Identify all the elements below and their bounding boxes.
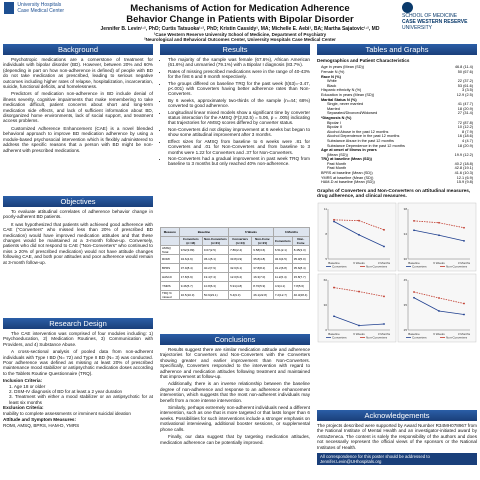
results-table [160, 227, 310, 300]
table-cell: 33.8(4.9) [229, 255, 252, 264]
demographics-label: Race N (%) [321, 74, 341, 79]
demographics-table [317, 65, 477, 184]
demographics-label: Black [327, 83, 337, 88]
data-point [463, 240, 465, 242]
cwru-logo-line1: SCHOOL OF MEDICINE [402, 13, 458, 19]
correspondence [317, 453, 477, 465]
x-tick-label: 3 Months [457, 331, 471, 336]
demographics-value: 46.8 (11.4) [454, 65, 473, 70]
design-text [3, 331, 153, 428]
data-point [438, 234, 440, 236]
x-tick-label: 3 Months [377, 331, 391, 336]
demographics-value: 3 (3.5) [462, 88, 473, 93]
table-cell: 32.6(6.1) [229, 264, 252, 273]
table-cell: 50.9(23.1) [202, 291, 228, 300]
demographics-label: Single, never married [327, 102, 364, 107]
conclusions-section [160, 334, 310, 447]
table-cell: 7.86(2.4) [229, 246, 252, 255]
table-cell: TRQ % missed [161, 291, 180, 300]
demographics-label: HAM-D at baseline (Mean (SD)) [321, 180, 375, 185]
inclusion-item: 1. Age 18 or older [9, 383, 46, 389]
y-tick-label: 30 [323, 302, 327, 307]
y-tick-label: 38 [403, 206, 407, 211]
demographics-value: 50 (67.6) [457, 70, 473, 74]
table-cell: 5.91(4.8) [229, 282, 252, 291]
tables-graphs-section [317, 44, 477, 344]
table-cell: 34.6(4.6) [179, 255, 202, 264]
table-cell: 8.45(3.3) [292, 246, 309, 255]
demographics-label: Education in years (Mean (SD)) [321, 92, 375, 97]
y-tick-label: 30 [403, 256, 407, 261]
ack-text: The projects described were supported by Award Number R34MH078967 from the National Institute of Mental Health and an investigator-initiated award by AstraZeneca. The content is solely the responsibility of the authors and does not necessarily represent the official views of the sponsors or the National Institutes of Health. [317, 423, 477, 450]
legend-label: Converters [332, 335, 347, 340]
table-cell: 9.58(3.6) [252, 246, 274, 255]
design-p1: The CAE intervention was comprised of four modules including: 1) Psychoeducation, 2) Medication Routines, 3) Communication with Providers, and 4) Substance Abuse. [3, 331, 153, 347]
exclusion-heading: Exclusion Criteria: [3, 405, 44, 411]
conclusions-p3: Similarly, perhaps extremely non-adherent individuals need a different intervention, such as one that is more targeted or that lasts longer than 6 weeks. Possibilities for such interventions include a stronger emphasis on motivational interviewing, additional booster sessions, or supplemental phone calls. [160, 405, 310, 432]
data-point [358, 290, 360, 292]
demographics-value: 12.1 (6.9) [456, 175, 473, 180]
data-point [333, 286, 335, 288]
demographics-label: Substance Abuse in the past 12 months [327, 138, 394, 143]
result-bullet: • Non-Converters did not display improvement at 6 weeks but began to show some attitudinal improvement after 3 months. [168, 127, 310, 138]
demographics-label: Alcohol Abuse in the past 12 months [327, 129, 389, 134]
table-cell: 9.67(2.5) [202, 246, 228, 255]
demographics-label: Substance Dependence in the past 12 months [327, 143, 405, 148]
results-list [160, 57, 310, 167]
table-header: Baseline [179, 228, 228, 237]
data-point [438, 222, 440, 224]
table-cell: 4.9(4.1) [273, 282, 292, 291]
line-chart-3 [318, 274, 396, 342]
legend-label: Non-Converters [446, 264, 468, 269]
results-section [160, 44, 310, 168]
conclusions-heading: Conclusions [160, 334, 310, 345]
correspondence-text: All correspondence for this poster should be addressed to [320, 454, 430, 460]
table-cell: HAM-D [161, 273, 180, 282]
table-cell: 9.46(5.7) [179, 282, 202, 291]
table-cell: 10.8(6.3) [202, 282, 228, 291]
data-point [333, 219, 335, 221]
demographics-label: TRQ at baseline (Mean (SD)) [321, 157, 372, 162]
table-row [161, 255, 310, 264]
table-cell: 7.2(12.7) [273, 291, 292, 300]
result-bullet: • Effect sizes for AMSQ from baseline to 6 weeks were .81 for Converters and .01 for Non-Converters and from baseline to 3 months were 1.22 for Converters and .37 for Non-Converters. [168, 139, 310, 155]
table-subheader: Converters (n=44) [229, 237, 252, 246]
demographics-label: Female N (%) [321, 70, 345, 74]
demographics-label: White [327, 79, 337, 84]
result-bullet: • Non-Converters had a gradual improvement in past week TRQ from baseline to 3 months but only reached 40% non-adherence. [168, 156, 310, 167]
demographics-value: 15.9 (9.8) [456, 180, 473, 185]
cwru-logo-line2: CASE WESTERN RESERVE [402, 19, 468, 25]
data-point [413, 229, 415, 231]
line-chart-4 [398, 274, 476, 342]
x-tick-label: 6 Weeks [433, 331, 445, 336]
background-p2: Predictors of medication non-adherence in BD include denial of illness severity, cognitive impairments that make remembering to take medication difficult, patient concerns about short and long-term medication side effects, and lack of sufficient information about BD, disorganized home environments, lack of social support, and treatment access problems. [3, 91, 153, 124]
demographics-value: 41 (47.7) [457, 102, 473, 107]
table-cell: 36.1(5.1) [202, 255, 228, 264]
demographics-label: Alcohol Dependence in the past 12 months [327, 134, 400, 139]
table-cell: ROMI [161, 255, 180, 264]
demographics-value: 40.2 (18.8) [454, 161, 473, 166]
y-tick-label: 25 [403, 327, 407, 332]
table-row [161, 246, 310, 255]
table-cell: 37.8(8.2) [252, 264, 274, 273]
table-body [161, 246, 310, 300]
demographics-label: *Diagnosis N (%) [321, 115, 352, 120]
x-tick-label: Baseline [328, 331, 340, 336]
table-header-row [161, 228, 310, 237]
table-row [161, 273, 310, 282]
background-section [3, 44, 153, 155]
table-cell: 5.4(9.3) [229, 291, 252, 300]
conclusions-p1: Results suggest there are similar medication attitude and adherence trajectories for Converters and Non-Converters with the Converters showing greater and earlier improvement than Non-Converters. Specifically, Converters responded to the intervention with regard to adherence and medication attitudes following treatment and maintained that improvement at follow-up. [160, 347, 310, 380]
background-p3: Customized Adherence Enhancement (CAE) is a novel blended behavioral approach to improve BD medication adherence by using a module-based psychosocial intervention which is flexibly administered to address the specific reasons that a person with BD might be non-adherent with prescribed medications. [3, 125, 153, 153]
inclusion-heading: Inclusion Criteria: [3, 378, 43, 384]
table-cell: 40.3(28.4) [292, 291, 309, 300]
demographics-label: Married [327, 106, 340, 111]
demographics-label: Age at onset of illness in years [321, 148, 377, 153]
uh-logo-line1: University Hospitals [17, 2, 62, 8]
demographics-label: Age in years (Mean (SD)) [321, 65, 365, 70]
inclusion-item: 2. DSM-IV diagnosis of BD for at least a 2 year duration [9, 389, 123, 395]
table-subheader: Non-Converters (n=21) [204, 237, 227, 245]
demographics-value: 42.8 (19.1) [454, 166, 473, 171]
demographics-value: 27 (31.4) [457, 111, 473, 116]
correspondence-email[interactable]: Jennifer.Levin@UHhospitals.org [320, 459, 382, 465]
table-cell: 35.0(5.0) [292, 255, 309, 264]
x-tick-label: Baseline [408, 331, 420, 336]
demographics-value: 18 (20.9) [457, 143, 473, 148]
affiliations [60, 32, 420, 42]
demographics-label: (Mean (SD)) [327, 152, 348, 157]
table-cell: 17.8(6.9) [179, 273, 202, 282]
table-cell: BPRS [161, 264, 180, 273]
background-p1: Psychotropic medications are a cornerstone of treatment for individuals with bipolar disorder (BD). However, between 20% and 60% (depending in part on how non-adherence is defined) of people with BD do not take medication as prescribed, leading to serious negative outcomes including higher rates of relapse, hospitalization, incarceration, suicide, functional deficits, and homelessness. [3, 57, 153, 90]
data-point [383, 245, 385, 247]
title-line1: Mechanisms of Action for Medication Adherence [130, 3, 350, 14]
demographics-label: Past Month [327, 166, 347, 171]
objectives-text [3, 209, 153, 265]
results-heading: Results [160, 44, 310, 55]
tables-graphs-heading: Tables and Graphs [317, 44, 477, 55]
inclusion-item: 3. Treatment with either a mood stabilizer or an antipsychotic for at least six months [9, 394, 153, 405]
legend-label: Non-Converters [446, 335, 468, 340]
demographics-value: 41.6 (10.3) [454, 171, 473, 176]
exclusion-text: Inability to complete assessments or imminent suicidal ideation [3, 410, 131, 416]
demographics-label: BPRS at baseline (Mean (SD)) [321, 171, 373, 176]
demographics-value: 4 (4.7) [462, 138, 473, 143]
y-tick-label: 60 [323, 277, 327, 282]
graphs-svg [317, 202, 477, 344]
table-subheader: Converters (n=44) [179, 237, 202, 246]
table-header: Measure [161, 228, 180, 237]
table-cell: 46.1(22.8) [252, 291, 274, 300]
graph-caption: Graphs of Converters and Non-Converters on attitudinal measures, drug adherence, and clinical measures. [317, 188, 471, 200]
data-point [383, 295, 385, 297]
conclusions-text [160, 347, 310, 445]
cwru-logo-line3: UNIVERSITY [402, 25, 433, 31]
demographics-label: Marital Status N (%) [321, 97, 357, 102]
table-cell: 35.6(8.4) [292, 264, 309, 273]
table-subheader [161, 237, 180, 246]
results-table-wrap [160, 227, 310, 300]
objectives-p2: It was hypothesized that patients with achieved good adherence with CAE ("Converters" who missed less than 20% of prescribed BD medication) would have improved medication attitudes and that these changes would be maintained at a 3-month follow-up. Conversely, patients who did not respond to CAE ("Non-Converters" who continued to miss ≥ 20% of prescribed medication) would not have attitude changes following CAE, and both poor attitudes and poor adherence would remain at 3-month follow-up. [3, 221, 153, 265]
result-bullet: • By 6 weeks, approximately two-thirds of the sample (n=44; 68%) converted to good adherence. [168, 98, 310, 109]
data-point [463, 302, 465, 304]
table-row [161, 291, 310, 300]
table-header: 6 Weeks [229, 228, 274, 237]
design-section [3, 318, 153, 428]
design-heading: Research Design [3, 318, 153, 329]
authors: Jennifer B. Levin¹·², PhD; Curtis Tatsuoka¹·², PhD; Kristin Cassidy¹, MA; Michelle E. Aebi¹, BA; Martha Sajatovic¹·², MD [100, 26, 380, 32]
data-point [383, 323, 385, 325]
measures-heading: Attitude and Symptom Measures: [3, 417, 76, 423]
table-cell: 7.8(5.6) [292, 282, 309, 291]
table-row [161, 264, 310, 273]
table-cell: 11.2(6.4) [273, 273, 292, 282]
title-line2: Behavior Change in Patients with Bipolar Disorder [126, 14, 354, 25]
demographics-label: YMRS at baseline (Mean (SD)) [321, 175, 374, 180]
table-cell: 8.70(5.9) [252, 282, 274, 291]
poster-title [80, 3, 400, 25]
ack-section [317, 410, 477, 465]
data-point [358, 324, 360, 326]
x-tick-label: 3 Months [457, 260, 471, 265]
table-cell: 35.8(4.8) [252, 255, 274, 264]
data-point [383, 229, 385, 231]
data-point [333, 315, 335, 317]
table-header: 3 Months [273, 228, 309, 237]
table-row [161, 282, 310, 291]
table-cell: 37.9(8.4) [179, 264, 202, 273]
y-tick-label: 0 [325, 327, 327, 332]
x-tick-label: 3 Months [377, 260, 391, 265]
demographics-label: Bipolar I [327, 120, 341, 125]
objectives-section [3, 196, 153, 267]
demographics-label: Past Month [327, 161, 347, 166]
demographics-value: 12.9 (2.5) [456, 92, 473, 97]
inclusion-list [3, 384, 153, 406]
table-cell: 16.3(7.0) [252, 273, 274, 282]
table-cell: 15.8(7.7) [292, 273, 309, 282]
demographics-value: 22 (37.2) [457, 79, 473, 84]
poster-header [0, 0, 480, 40]
demographics-label: Hispanic ethnicity N (%) [321, 88, 362, 93]
demographics-label: Bipolar II [327, 125, 342, 130]
legend-label: Converters [332, 264, 347, 269]
y-tick-label: 34 [403, 231, 407, 236]
line-chart-1 [318, 203, 396, 271]
demographics-value: 53 (61.6) [457, 83, 473, 88]
uh-logo-mark-icon [4, 2, 14, 14]
design-p2: A cross-sectional analysis of pooled data from non-adherent individuals with Type I BD (N= 72) and Type II BD (N= 3) was conducted. Poor adherence was defined as missing at least 20% of prescribed maintenance mood stabilizer or antipsychotic medication doses according to the Tablets Routine Questionnaire (TRQ). [3, 349, 153, 376]
background-text [3, 57, 153, 153]
table-subheader: Non-Conv. [292, 237, 309, 246]
demographics-heading: Demographics and Patient Characteristics [317, 58, 410, 63]
data-point [358, 219, 360, 221]
demographics-value: 16 (18.6) [457, 134, 473, 139]
cwru-seal-icon [402, 2, 413, 13]
affiliation-2: ²Neurological and Behavioral Outcomes Center, University Hospitals Case Medical Center [144, 37, 336, 42]
y-tick-label: 8 [325, 231, 327, 236]
demographics-value: 72 (87.8) [457, 120, 473, 125]
x-tick-label: 6 Weeks [353, 331, 365, 336]
x-tick-label: Baseline [328, 260, 340, 265]
table-subheader-row [161, 237, 310, 246]
y-tick-label: 35 [403, 302, 407, 307]
affiliation-1: ¹Case Western Reserve University School of Medicine, Department of Psychiatry [153, 32, 327, 37]
y-tick-label: 5 [325, 256, 327, 261]
uh-logo-line2: Case Medical Center [17, 8, 65, 14]
objectives-heading: Objectives [3, 196, 153, 207]
legend-label: Converters [412, 335, 427, 340]
graphs-area [317, 202, 477, 344]
data-point [358, 234, 360, 236]
legend-label: Converters [412, 264, 427, 269]
table-cell: 40.2(7.9) [202, 264, 228, 273]
result-bullet: • Longitudinal linear mixed models show a significant time by converter status interaction for the AMSQ (F(2,82.5) = 5.06, p = .005) indicating that trajectories for AMSQ scores differed by converter status. [168, 110, 310, 126]
result-bullet: • The majority of the sample was female (67.6%), African American (61.6%) and unmarried (79.1%) with a Bipolar I diagnosis (83.7%). [168, 57, 310, 68]
data-point [413, 291, 415, 293]
table-cell: 9.52(3.89) [179, 246, 202, 255]
measures-text: ROMI, AMSQ, BPRS, HAM-D, YMRS [3, 422, 80, 428]
data-point [438, 310, 440, 312]
conclusions-p4: Finally, our data suggest that by targeting medication attitudes, medication adherence can be potentially improved. [160, 434, 310, 445]
background-heading: Background [3, 44, 153, 55]
table-cell: 32.9(4.5) [273, 255, 292, 264]
data-point [333, 220, 335, 222]
data-point [438, 297, 440, 299]
table-cell: AMSQ Total [161, 246, 180, 255]
x-tick-label: 6 Weeks [353, 260, 365, 265]
legend-label: Non-Converters [366, 264, 388, 269]
objectives-p1: To evaluate attitudinal correlates of adherence behavior change in poorly-adherent BD patients. [3, 209, 153, 220]
result-bullet: • Rates of missing prescribed medications were in the range of 40-43% for the first 6 and 9 month respectively. [168, 69, 310, 80]
ack-heading: Acknowledgements [317, 410, 477, 421]
table-cell: 16.5(10.3) [179, 291, 202, 300]
y-tick-label: 11 [323, 206, 327, 211]
line-chart-2 [398, 203, 476, 271]
table-subheader: Converters [273, 237, 292, 246]
data-point [463, 227, 465, 229]
table-cell: 12.0(6.2) [229, 273, 252, 282]
data-point [413, 297, 415, 299]
data-point [463, 313, 465, 315]
result-bullet: • The groups differed on baseline TRQ for the past week (t(63)=-3.47, p<.001) with Converters having better adherence rates than Non-Converters. [168, 81, 310, 97]
legend-label: Non-Converters [366, 335, 388, 340]
demographics-value: 10 (12.2) [457, 125, 473, 130]
x-tick-label: 6 Weeks [433, 260, 445, 265]
demographics-value: 18 (20.9) [457, 106, 473, 111]
demographics-value: 19.9 (12.2) [454, 152, 473, 157]
conclusions-p2: Additionally, there is an inverse relationship between the baseline degree of non-adherence and response to an adherence enhancement intervention, which suggests that the most non-adherent individuals may benefit from a more intense intervention. [160, 381, 310, 403]
table-cell: 6.51(2.1) [273, 246, 292, 255]
data-point [413, 220, 415, 222]
table-cell: 19.4(7.4) [202, 273, 228, 282]
demographics-row [321, 180, 473, 185]
y-tick-label: 45 [403, 277, 407, 282]
x-tick-label: Baseline [408, 260, 420, 265]
table-cell: YMRS [161, 282, 180, 291]
table-subheader: Non-Conv. (n=21) [252, 237, 274, 246]
demographics-label: Separated/Divorced/Widowed [327, 111, 378, 116]
demographics-value: 8 (7.9) [462, 129, 473, 134]
table-cell: 31.2(6.8) [273, 264, 292, 273]
